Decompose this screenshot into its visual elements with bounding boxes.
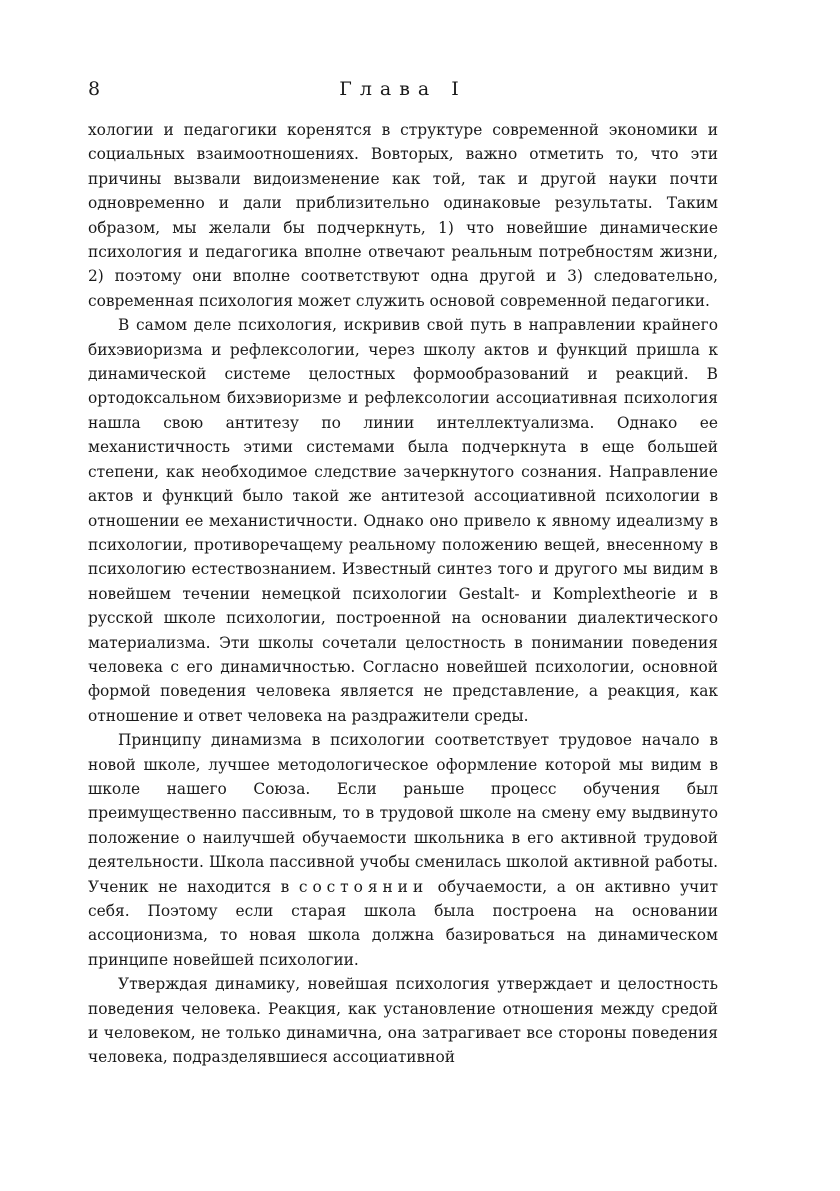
paragraph-2: В самом деле психология, искривив свой путь в направлении крайнего бихэвиоризма и рефлексологии, через школу актов и функций пришла к динамической системе целостных формообразований и реакций. В ортодоксальном бихэвиоризме и рефлексологии ассоциативная психология нашла свою антитезу по линии интеллектуализма. Однако ее механистичность этими системами была подчеркнута в еще большей степени, как необходимое следствие зачеркнутого сознания. Направление актов и функций было такой же антитезой ассоциативной психологии в отношении ее механистичности. Однако оно привело к явному идеализму в психологии, противоречащему реальному положению вещей, внесенному в психологию естествознанием. Известный синтез того и другого мы видим в новейшем течении немецкой психологии Gestalt- и Komplextheorie и в русской школе психологии, построенной на основании диалектического материализма. Эти школы сочетали целостность в понимании поведения человека с его динамичностью. Согласно новейшей психологии, основной формой поведения человека является не представление, а реакция, как отношение и ответ человека на раздражители среды. — [88, 316, 718, 725]
paragraph-4: Утверждая динамику, новейшая психология утверждает и целостность поведения человека. Реакция, как установление отношения между средой и человеком, не только динамична, она затрагивает все стороны поведения человека, подразделявшиеся ассоциативной — [88, 975, 718, 1067]
paragraph-3 — [88, 728, 718, 972]
spaced-emphasis: состоянии — [298, 877, 429, 896]
page-number: 8 — [88, 78, 101, 100]
body-text — [88, 118, 718, 1070]
paragraph-1: хологии и педагогики коренятся в структуре современной экономики и социальных взаимоотношениях. Вовторых, важно отметить то, что эти причины вызвали видоизменение как той, так и другой науки почти одновременно и дали приблизительно одинаковые результаты. Таким образом, мы желали бы подчеркнуть, 1) что новейшие динамические психология и педагогика вполне отвечают реальным потребностям жизни, 2) поэтому они вполне соответствуют одна другой и 3) следовательно, современная психология может служить основой современной педагогики. — [88, 121, 718, 310]
page-header — [88, 78, 718, 102]
paragraph-3-end: обучаемости, а он активно учит себя. Поэтому если старая школа была построена на основании ассоционизма, то новая школа должна базироваться на динамическом принципе новейшей психологии. — [88, 877, 718, 969]
paragraph-3-start: Принципу динамизма в психологии соответствует трудовое начало в новой школе, лучшее методологическое оформление которой мы видим в школе нашего Союза. Если раньше процесс обучения был преимущественно пассивным, то в трудовой школе на смену ему выдвинуто положение о наилучшей обучаемости школьника в его активной трудовой деятельности. Школа пассивной учобы сменилась школой активной работы. Ученик не находится в — [88, 731, 718, 896]
chapter-title: Глава I — [339, 78, 467, 100]
